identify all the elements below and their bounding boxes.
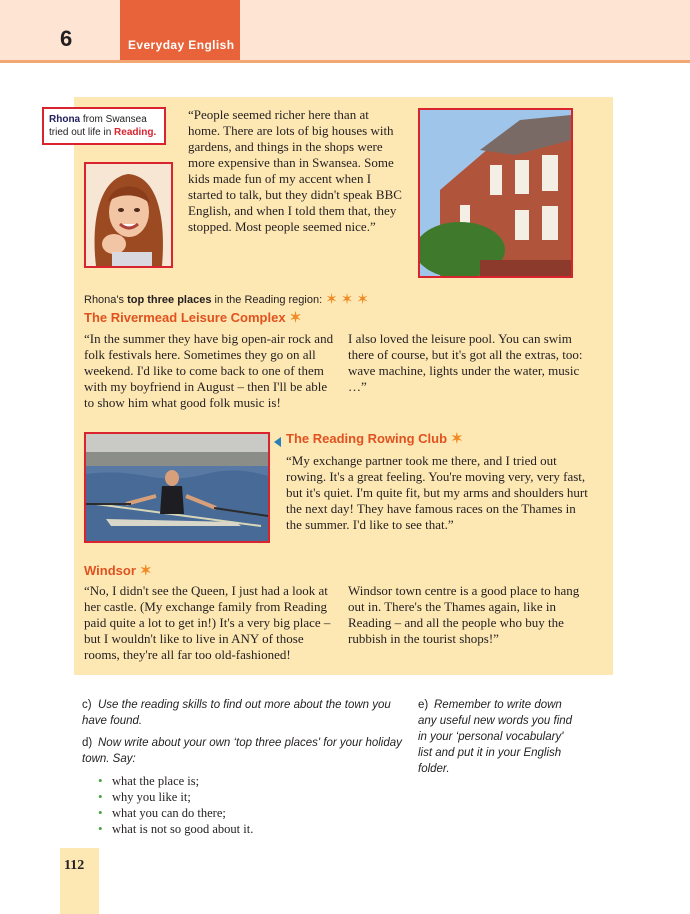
header-rule	[0, 60, 690, 63]
intro-place: Reading.	[114, 127, 157, 138]
pointer-arrow-icon	[274, 437, 281, 447]
task-c	[82, 697, 402, 729]
task-c-text: Use the reading skills to find out more about the town you have found.	[82, 699, 391, 727]
intro-label-mid: from Swansea tried out life in	[49, 114, 147, 138]
reading-houses-photo	[418, 108, 573, 278]
page-number: 112	[64, 858, 85, 873]
rowing-photo	[84, 432, 270, 543]
rivermead-text-col2: I also loved the leisure pool. You can swim there of course, but it's got all the extras, too: wave machine, lights under the water, music …”	[348, 331, 583, 394]
star-icon: ✶	[289, 309, 302, 325]
rowing-title: The Reading Rowing Club	[286, 431, 448, 446]
task-d	[82, 735, 402, 767]
task-d-text: Now write about your own ‘top three places' for your holiday town. Say:	[82, 737, 402, 765]
list-item: • what you can do there;	[98, 805, 226, 820]
rivermead-title: The Rivermead Leisure Complex	[84, 310, 286, 325]
task-e-text: Remember to write down any useful new words you find in your ‘personal vocabulary' list and put it in your English folder.	[418, 699, 573, 775]
intro-quote: “People seemed richer here than at home. There are lots of big houses with gardens, and things in the shops were more expensive than in Swansea. Some kids made fun of my accent when I started to talk, but they didn't speak BBC English, and when I told them that, they stopped. Most people seemed nice.”	[188, 107, 402, 234]
list-item: • why you like it;	[98, 789, 191, 804]
intro-name: Rhona	[49, 114, 81, 125]
task-e-letter: e)	[418, 699, 429, 711]
intro-label	[42, 107, 166, 145]
task-e	[418, 697, 578, 777]
windsor-title: Windsor	[84, 563, 136, 578]
star-icon: ✶	[139, 562, 152, 578]
top-places-heading	[84, 290, 372, 308]
list-item: • what the place is;	[98, 773, 200, 788]
windsor-text-col1: “No, I didn't see the Queen, I just had a look at her castle. (My exchange family from Reading paid quite a lot to get in!) It's a very big place – but I wouldn't like to live in ANY of those rooms, they're all far too old-fashioned!	[84, 583, 331, 662]
bullet-icon: •	[98, 821, 103, 836]
task-c-letter: c)	[82, 699, 92, 711]
top-places-bold: top three places	[127, 294, 212, 306]
unit-title: Everyday English	[128, 38, 235, 52]
section-title-rowing	[286, 430, 463, 447]
top-places-suffix: in the Reading region:	[214, 294, 323, 306]
windsor-text-col2: Windsor town centre is a good place to hang out in. There's the Thames again, like in Reading – and all the people who buy the rubbish in the tourist shops!”	[348, 583, 580, 646]
section-title-windsor	[84, 562, 152, 579]
rating-stars-icon: ✶✶✶	[325, 291, 372, 308]
task-d-letter: d)	[82, 737, 93, 749]
top-places-prefix: Rhona's	[84, 294, 125, 306]
list-item: • what is not so good about it.	[98, 821, 254, 836]
bullet-icon: •	[98, 773, 103, 788]
rhona-photo	[84, 162, 173, 268]
star-icon: ✶	[451, 430, 463, 446]
task-d-bullets	[98, 773, 253, 837]
rowing-text: “My exchange partner took me there, and I tried out rowing. It's a great feeling. You're moving very, very fast, but it's quiet. I'm quite fit, but my arms and shoulders hurt the next day! They have famous races on the Thames in the summer. I'd like to see that.”	[286, 453, 588, 532]
section-title-rivermead	[84, 309, 301, 326]
unit-number: 6	[60, 26, 73, 51]
bullet-icon: •	[98, 805, 103, 820]
bullet-icon: •	[98, 789, 103, 804]
header-band	[0, 0, 690, 60]
rivermead-text-col1: “In the summer they have big open-air rock and folk festivals here. Sometimes they go on all weekend. I'd like to come back to one of them with my boyfriend in August – then I'll be able to show him what good folk music is!	[84, 331, 334, 410]
